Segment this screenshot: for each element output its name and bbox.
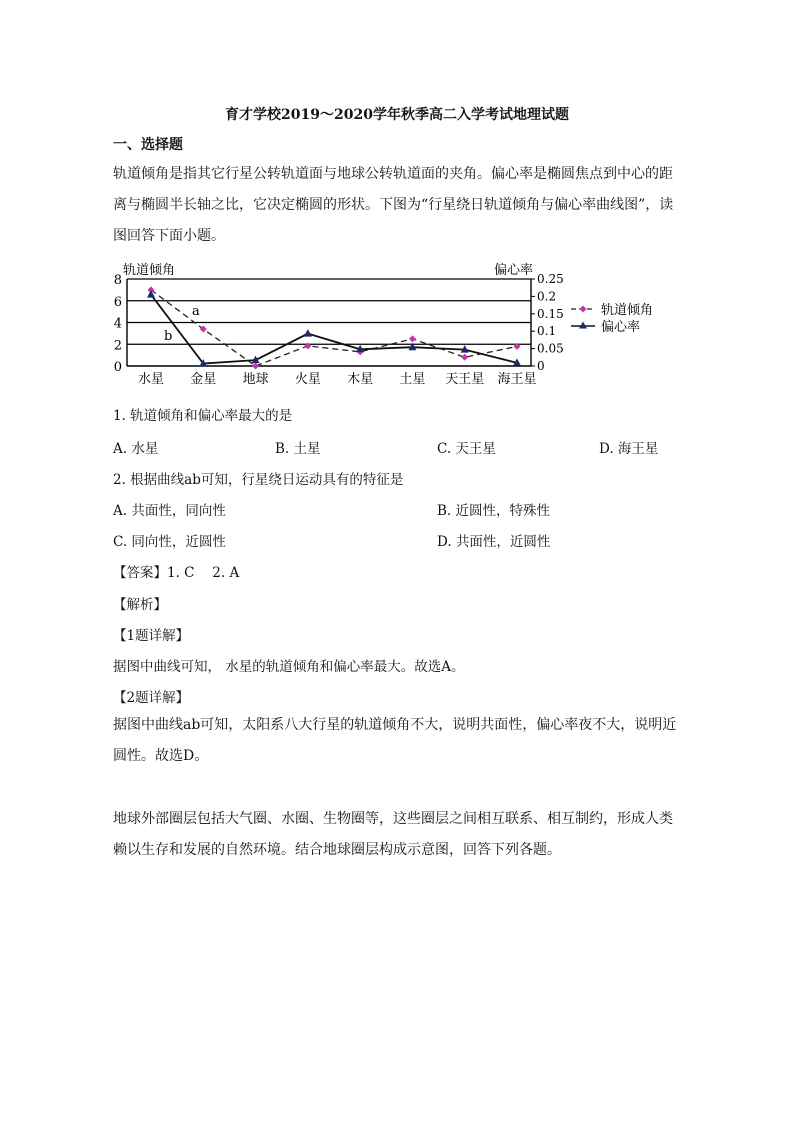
right-tick-label: 0: [537, 359, 545, 373]
q1-detail-label: 【1题详解】: [113, 628, 190, 644]
eccentricity-point: [304, 329, 312, 337]
inclination-point: [461, 354, 468, 361]
page-title: 育才学校2019～2020学年秋季高二入学考试地理试题: [225, 107, 569, 123]
legend-marker-inclination: [580, 306, 587, 313]
right-tick-label: 0.15: [537, 306, 564, 321]
left-tick-label: 6: [113, 294, 122, 310]
q2-option-d[interactable]: D. 共面性，近圆性: [437, 534, 551, 550]
curve-label-b: b: [164, 329, 173, 344]
legend-label-eccentricity: 偏心率: [601, 320, 641, 335]
chart-legend: [571, 302, 653, 335]
section-heading: 一、选择题: [113, 137, 183, 153]
q1-option-b[interactable]: B. 土星: [275, 441, 321, 457]
q1-detail: 据图中曲线可知， 水星的轨道倾角和偏心率最大。故选A。: [113, 659, 465, 675]
left-axis-label: 轨道倾角: [123, 263, 176, 278]
q2-option-c[interactable]: C. 同向性，近圆性: [113, 534, 226, 550]
category-label: 木星: [347, 372, 374, 387]
legend-label-inclination: 轨道倾角: [601, 303, 654, 318]
left-tick-label: 4: [113, 316, 122, 332]
inclination-point: [304, 342, 311, 349]
q2-stem: 2. 根据曲线ab可知，行星绕日运动具有的特征是: [113, 472, 404, 488]
category-label: 地球: [242, 372, 269, 387]
category-label: 土星: [399, 372, 426, 387]
right-tick-label: 0.1: [537, 324, 557, 339]
left-tick-label: 2: [113, 338, 122, 354]
next-question-intro: 地球外部圈层包括大气圈、水圈、生物圈等，这些圈层之间相互联系、相互制约，形成人类赖以生存和发展的自然环境。结合地球圈层构成示意图，回答下列各题。: [113, 811, 673, 858]
chart-grid: [127, 279, 531, 344]
category-labels: [138, 371, 537, 387]
curve-label-a: a: [192, 304, 200, 319]
right-tick-label: 0.05: [537, 341, 564, 356]
right-tick-label: 0.2: [537, 289, 557, 304]
q1-option-c[interactable]: C. 天王星: [437, 441, 496, 457]
q1-stem: 1. 轨道倾角和偏心率最大的是: [113, 408, 293, 424]
category-label: 天王星: [445, 372, 485, 387]
category-label: 海王星: [497, 372, 537, 387]
q2-option-b[interactable]: B. 近圆性，特殊性: [437, 503, 551, 519]
category-label: 火星: [294, 372, 321, 387]
q2-option-a[interactable]: A. 共面性，同向性: [113, 503, 226, 519]
q1-option-a[interactable]: A. 水星: [113, 441, 159, 457]
answer-line: 【答案】1. C 2. A: [113, 565, 240, 581]
q1-option-d[interactable]: D. 海王星: [599, 441, 659, 457]
inclination-point: [409, 335, 416, 342]
category-label: 金星: [190, 372, 217, 387]
question-intro: 轨道倾角是指其它行星公转轨道面与地球公转轨道面的夹角。偏心率是椭圆焦点到中心的距离与椭圆半长轴之比，它决定椭圆的形状。下图为“行星绕日轨道倾角与偏心率曲线图”，读图回答下面小题。: [113, 166, 674, 244]
left-tick-label: 0: [113, 360, 122, 375]
q2-detail: 据图中曲线ab可知，太阳系八大行星的轨道倾角不大，说明共面性，偏心率夜不大，说明近圆性。故选D。: [113, 717, 677, 764]
orbit-chart: [113, 262, 654, 392]
category-label: 水星: [137, 372, 165, 387]
analysis-label: 【解析】: [113, 597, 167, 613]
series-markers: [147, 286, 521, 369]
right-axis-ticks: [531, 272, 564, 373]
left-axis-ticks: [114, 273, 122, 375]
curve-labels: [164, 304, 200, 344]
left-tick-label: 8: [113, 273, 122, 288]
right-axis-label: 偏心率: [494, 263, 534, 278]
q2-detail-label: 【2题详解】: [113, 690, 190, 706]
legend-marker-eccentricity: [579, 322, 587, 329]
right-tick-label: 0.25: [537, 272, 564, 286]
